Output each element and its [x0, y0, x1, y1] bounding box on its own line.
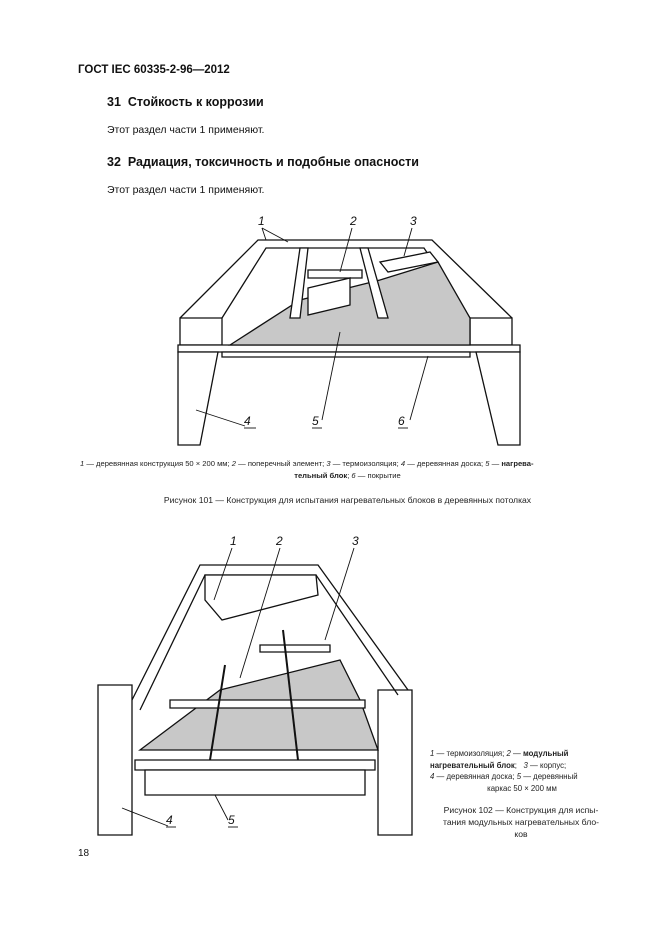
fig101-label-1: 1	[258, 214, 265, 228]
fig102-label-3: 3	[352, 534, 359, 548]
fig102-base-board	[145, 770, 365, 795]
legend-num: 1	[430, 749, 435, 758]
covering-beam	[222, 352, 470, 357]
figure-101-legend-line2	[80, 470, 615, 482]
legend-line	[430, 748, 614, 760]
fig102-left-post	[98, 685, 132, 835]
legend-num: 1	[80, 459, 85, 468]
standard-header: ГОСТ IEC 60335-2-96—2012	[78, 64, 230, 76]
legend-num: 4	[430, 772, 435, 781]
transverse-element	[308, 270, 362, 278]
section-title: Стойкость к коррозии	[127, 95, 264, 109]
legend-line	[430, 760, 614, 772]
legend-text: — деревянная конструкция 50 × 200 мм;	[84, 459, 232, 468]
section-32-text: Этот раздел части 1 применяют.	[107, 184, 265, 196]
legend-bold: нагревательный блок	[430, 760, 515, 770]
legend-line	[430, 783, 614, 795]
legend-text: — термоизоляция;	[434, 749, 507, 758]
legend-num: 6	[351, 471, 356, 480]
legend-text: — деревянная доска;	[405, 459, 486, 468]
legend-text: ;	[514, 760, 517, 770]
legend-text: — деревянный	[521, 772, 578, 781]
caption-line: Рисунок 102 — Конструкция для испы-	[443, 805, 599, 815]
right-post-top	[470, 318, 512, 345]
fig102-label-2: 2	[276, 534, 283, 548]
fig102-leader-5	[215, 795, 228, 820]
leader-6	[410, 356, 428, 420]
legend-text: — термоизоляция;	[330, 459, 401, 468]
caption-line: тания модульных нагревательных бло-	[443, 817, 599, 827]
fig102-cross-bar-1	[170, 700, 365, 708]
fig101-label-2: 2	[350, 214, 357, 228]
fig101-label-5: 5	[312, 414, 319, 428]
legend-text: — поперечный элемент;	[236, 459, 327, 468]
figure-102-legend	[430, 748, 614, 794]
right-leg	[476, 352, 520, 445]
fig101-label-4: 4	[244, 414, 251, 428]
legend-num: 5	[516, 772, 522, 781]
legend-text: — корпус;	[527, 760, 567, 770]
figure-101-caption: Рисунок 101 — Конструкция для испытания нагревательных блоков в деревянных потолках	[163, 495, 532, 505]
legend-bold: модульный	[522, 749, 569, 758]
fig102-label-5: 5	[228, 813, 235, 827]
page-number: 18	[78, 848, 90, 859]
legend-text: — деревянная доска;	[434, 772, 517, 781]
fig101-label-3: 3	[410, 214, 417, 228]
legend-num: 3	[523, 760, 528, 770]
legend-text: ;	[347, 471, 352, 480]
section-number: 31	[107, 95, 121, 109]
left-post-top	[180, 318, 222, 345]
legend-text: —	[510, 749, 523, 758]
legend-num: 5	[485, 459, 490, 468]
legend-text: —	[489, 459, 502, 468]
legend-text: каркас 50 × 200 мм	[487, 783, 557, 793]
section-title: Радиация, токсичность и подобные опасности	[127, 155, 419, 169]
legend-num: 4	[400, 459, 406, 468]
caption-line: ков	[514, 829, 528, 839]
fig102-insulation-top	[205, 575, 318, 620]
leader-2	[340, 228, 352, 272]
left-leg	[178, 352, 218, 445]
fig102-right-post	[378, 690, 412, 835]
fig102-front-beam	[135, 760, 375, 770]
base-beam	[178, 345, 520, 352]
fig101-label-6: 6	[398, 414, 405, 428]
fig102-label-4: 4	[166, 813, 173, 827]
legend-line	[430, 771, 614, 783]
fig102-cross-bar-2	[260, 645, 330, 652]
figure-101-legend	[80, 458, 615, 470]
legend-num: 2	[506, 749, 511, 758]
section-number: 32	[107, 155, 121, 169]
legend-text: — покрытие	[355, 471, 401, 480]
fig102-label-1: 1	[230, 534, 237, 548]
leader-3	[404, 228, 412, 256]
legend-num: 2	[231, 459, 236, 468]
legend-bold: тельный блок	[294, 471, 348, 480]
section-31-text: Этот раздел части 1 применяют.	[107, 124, 265, 136]
legend-bold: нагрева-	[501, 459, 534, 468]
legend-num: 3	[326, 459, 331, 468]
figure-102-caption	[428, 804, 614, 840]
